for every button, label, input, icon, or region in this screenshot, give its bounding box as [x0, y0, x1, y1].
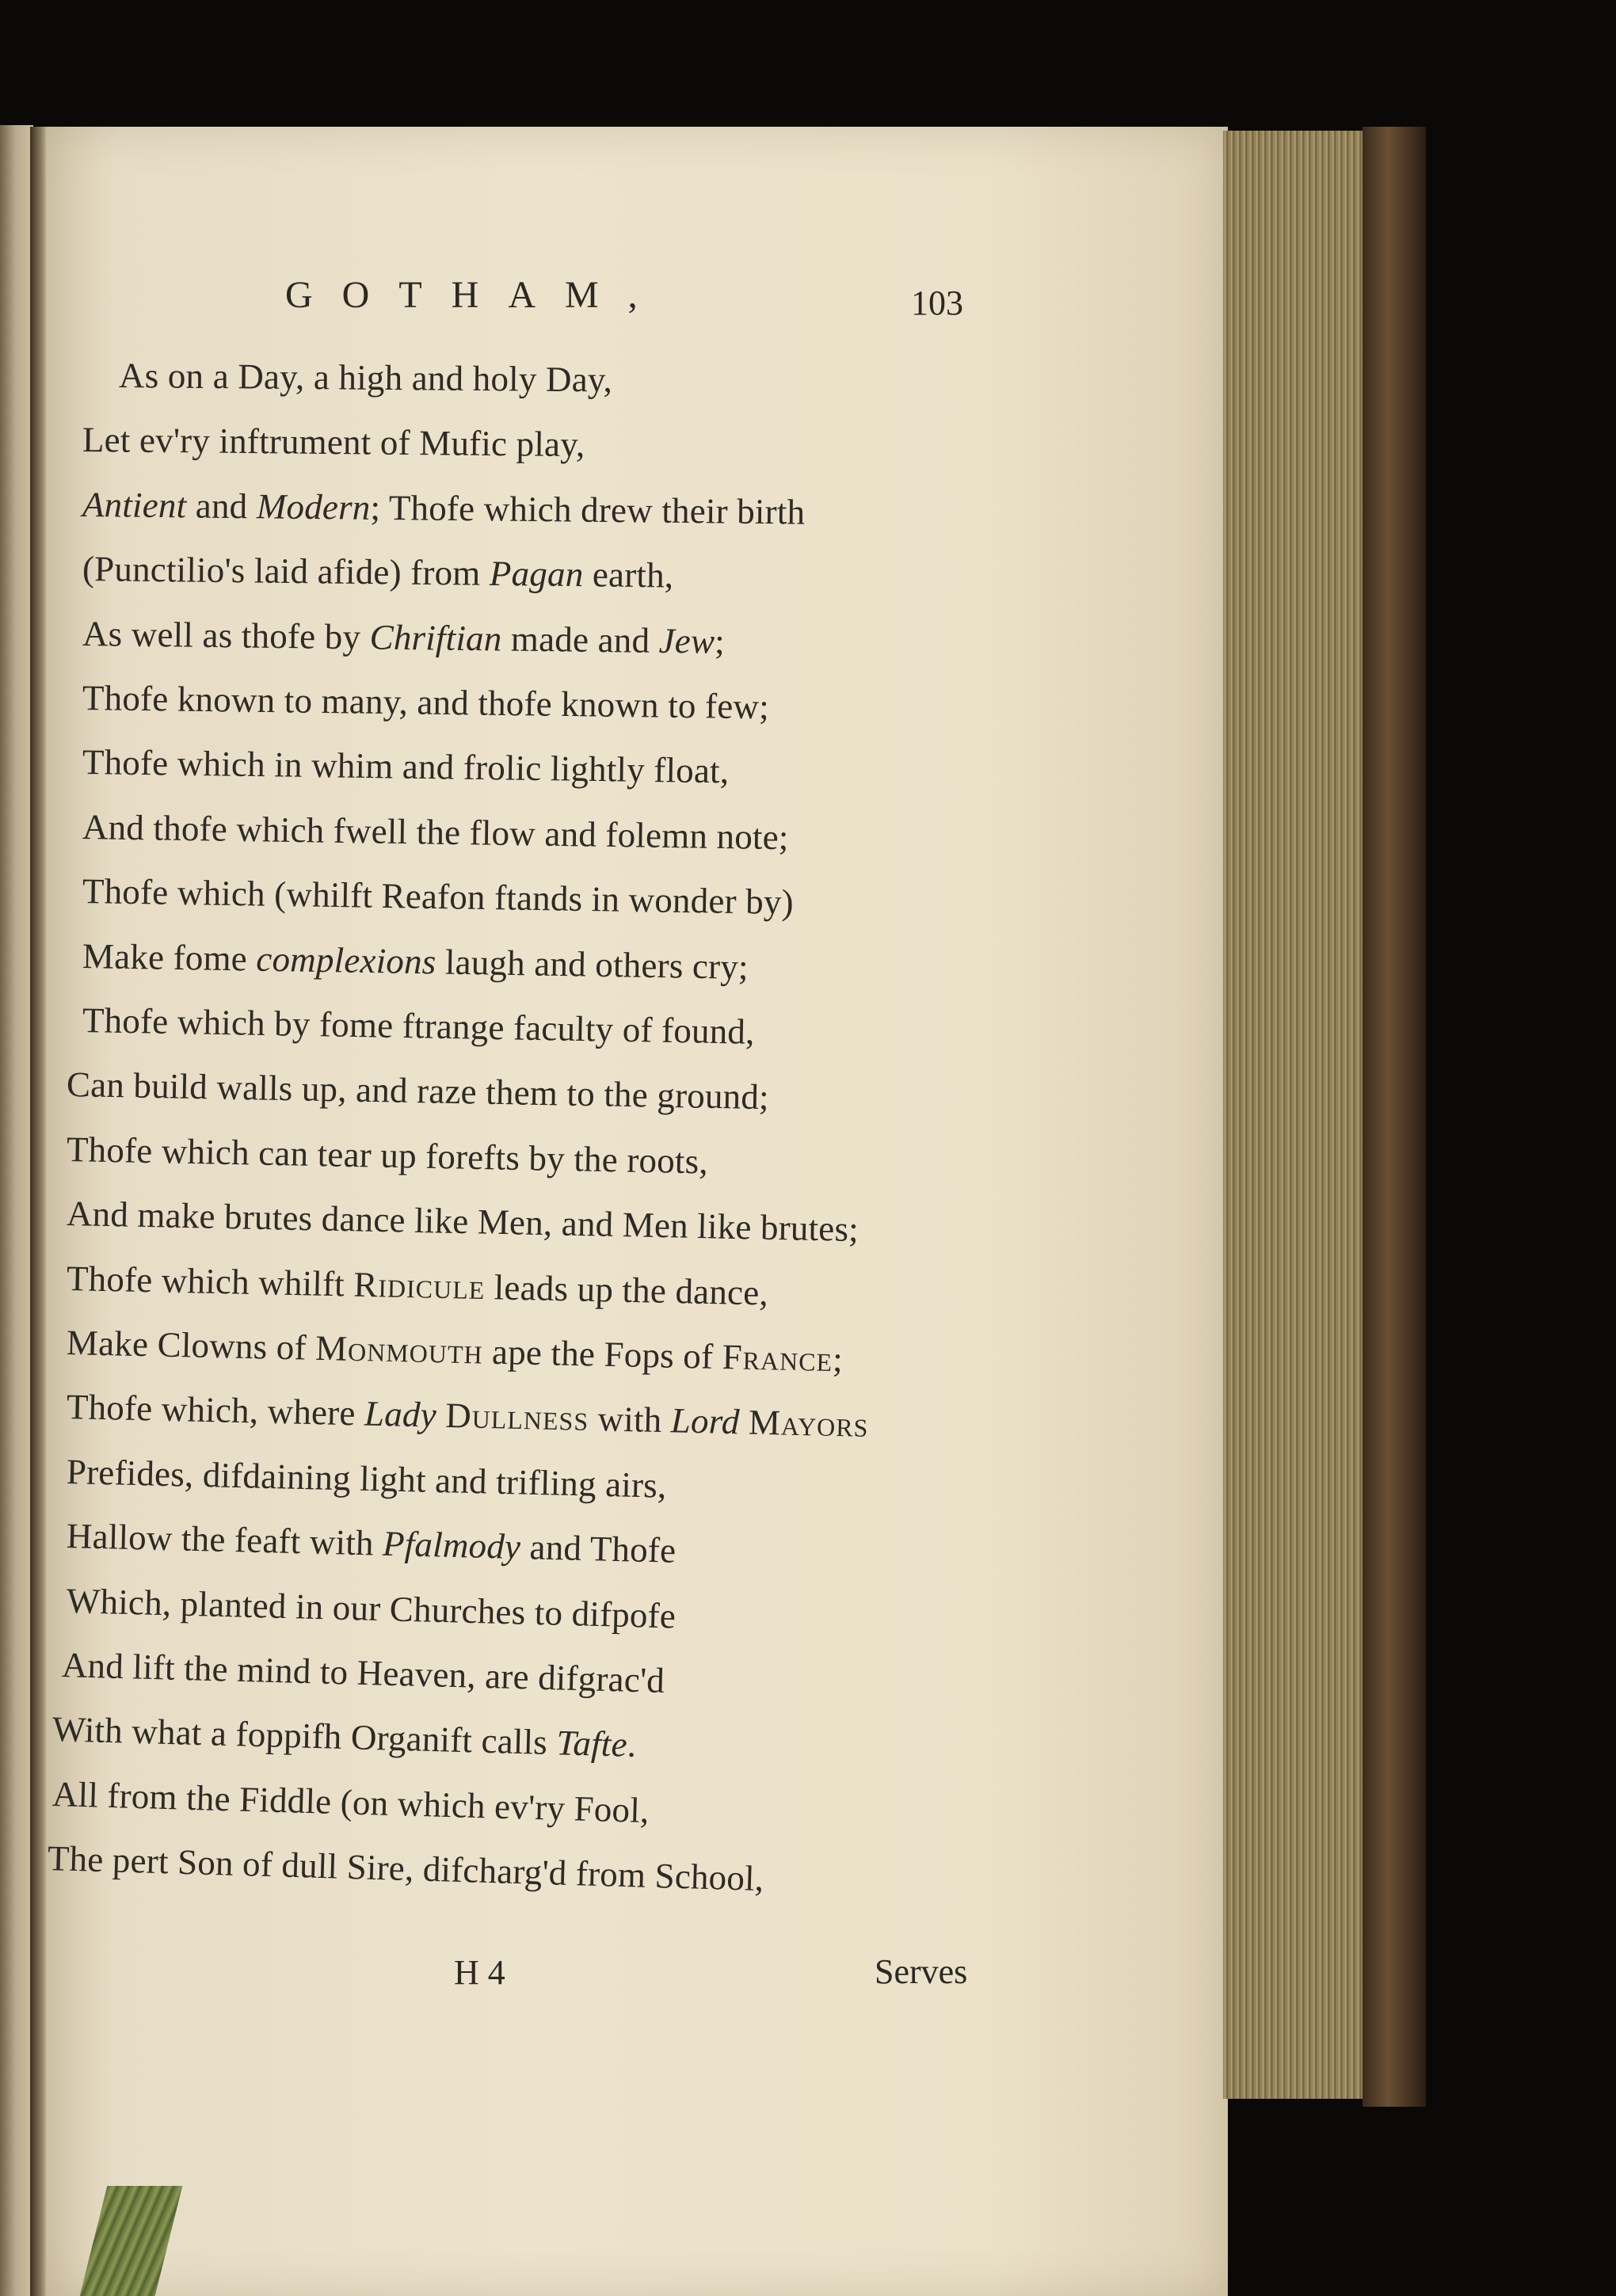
poem-line: (Punctilio's laid afide) from Pagan earth,: [82, 549, 674, 596]
italic-word: Jew: [658, 620, 715, 661]
small-caps-word: Dullness: [444, 1395, 589, 1438]
italic-word: complexions: [255, 939, 436, 982]
small-caps-word: Ridicule: [353, 1264, 486, 1308]
italic-word: Lady: [364, 1393, 437, 1435]
poem-line: As well as thofe by Chriftian made and Jew;: [82, 614, 726, 661]
poem-line: With what a foppifh Organift calls Tafte.: [51, 1709, 637, 1765]
italic-word: Tafte: [555, 1723, 628, 1765]
small-caps-word: Monmouth: [314, 1327, 484, 1372]
italic-word: Lord: [670, 1400, 741, 1442]
poem-line: The pert Son of dull Sire, difcharg'd from School,: [47, 1838, 764, 1899]
poem-line: Thofe known to many, and thofe known to few;: [82, 678, 770, 727]
poem-line: Thofe which by fome ftrange faculty of found,: [82, 1000, 756, 1052]
catchword: Serves: [875, 1952, 968, 1991]
italic-word: Pagan: [489, 553, 584, 595]
signature-mark: H 4: [454, 1953, 505, 1992]
poem-line: Thofe which, where Lady Dullness with Lord Mayors: [66, 1387, 870, 1445]
italic-word: Antient: [82, 485, 187, 526]
poem-line: Thofe which in whim and frolic lightly float,: [82, 742, 730, 791]
page-number: 103: [911, 284, 963, 322]
poem-line: Thofe which whilft Ridicule leads up the dance,: [66, 1258, 769, 1313]
poem-line: Can build walls up, and raze them to the ground;: [66, 1064, 770, 1118]
poem-line: And make brutes dance like Men, and Men like brutes;: [66, 1194, 859, 1250]
italic-word: Pfalmody: [382, 1523, 521, 1567]
poem-line: And thofe which fwell the flow and folemn note;: [82, 807, 789, 858]
poem-line: And lift the mind to Heaven, are difgrac'd: [61, 1645, 665, 1700]
small-caps-word: Mayors: [748, 1402, 870, 1445]
poem-line: Hallow the feaft with Pfalmody and Thofe: [66, 1516, 677, 1571]
small-caps-word: France: [722, 1337, 833, 1380]
poem-line: As on a Day, a high and holy Day,: [118, 356, 613, 400]
italic-word: Chriftian: [369, 617, 502, 659]
poem-line: Antient and Modern; Thofe which drew their birth: [82, 485, 806, 532]
italic-word: Modern: [256, 486, 371, 527]
poem-line: Prefides, difdaining light and trifling airs,: [66, 1452, 667, 1506]
poem-line: Thofe which can tear up forefts by the roots,: [66, 1129, 709, 1182]
poem-line: Which, planted in our Churches to difpofe: [66, 1581, 677, 1636]
running-head: GOTHAM,: [285, 274, 667, 316]
poem-line: All from the Fiddle (on which ev'ry Fool,: [51, 1774, 650, 1831]
poem-line: Thofe which (whilft Reafon ftands in wonder by): [82, 871, 795, 923]
poem-line: Let ev'ry inftrument of Mufic play,: [82, 420, 585, 465]
poem-line: Make Clowns of Monmouth ape the Fops of France;: [66, 1323, 844, 1380]
poem-line: Make fome complexions laugh and others cry;: [82, 936, 749, 987]
